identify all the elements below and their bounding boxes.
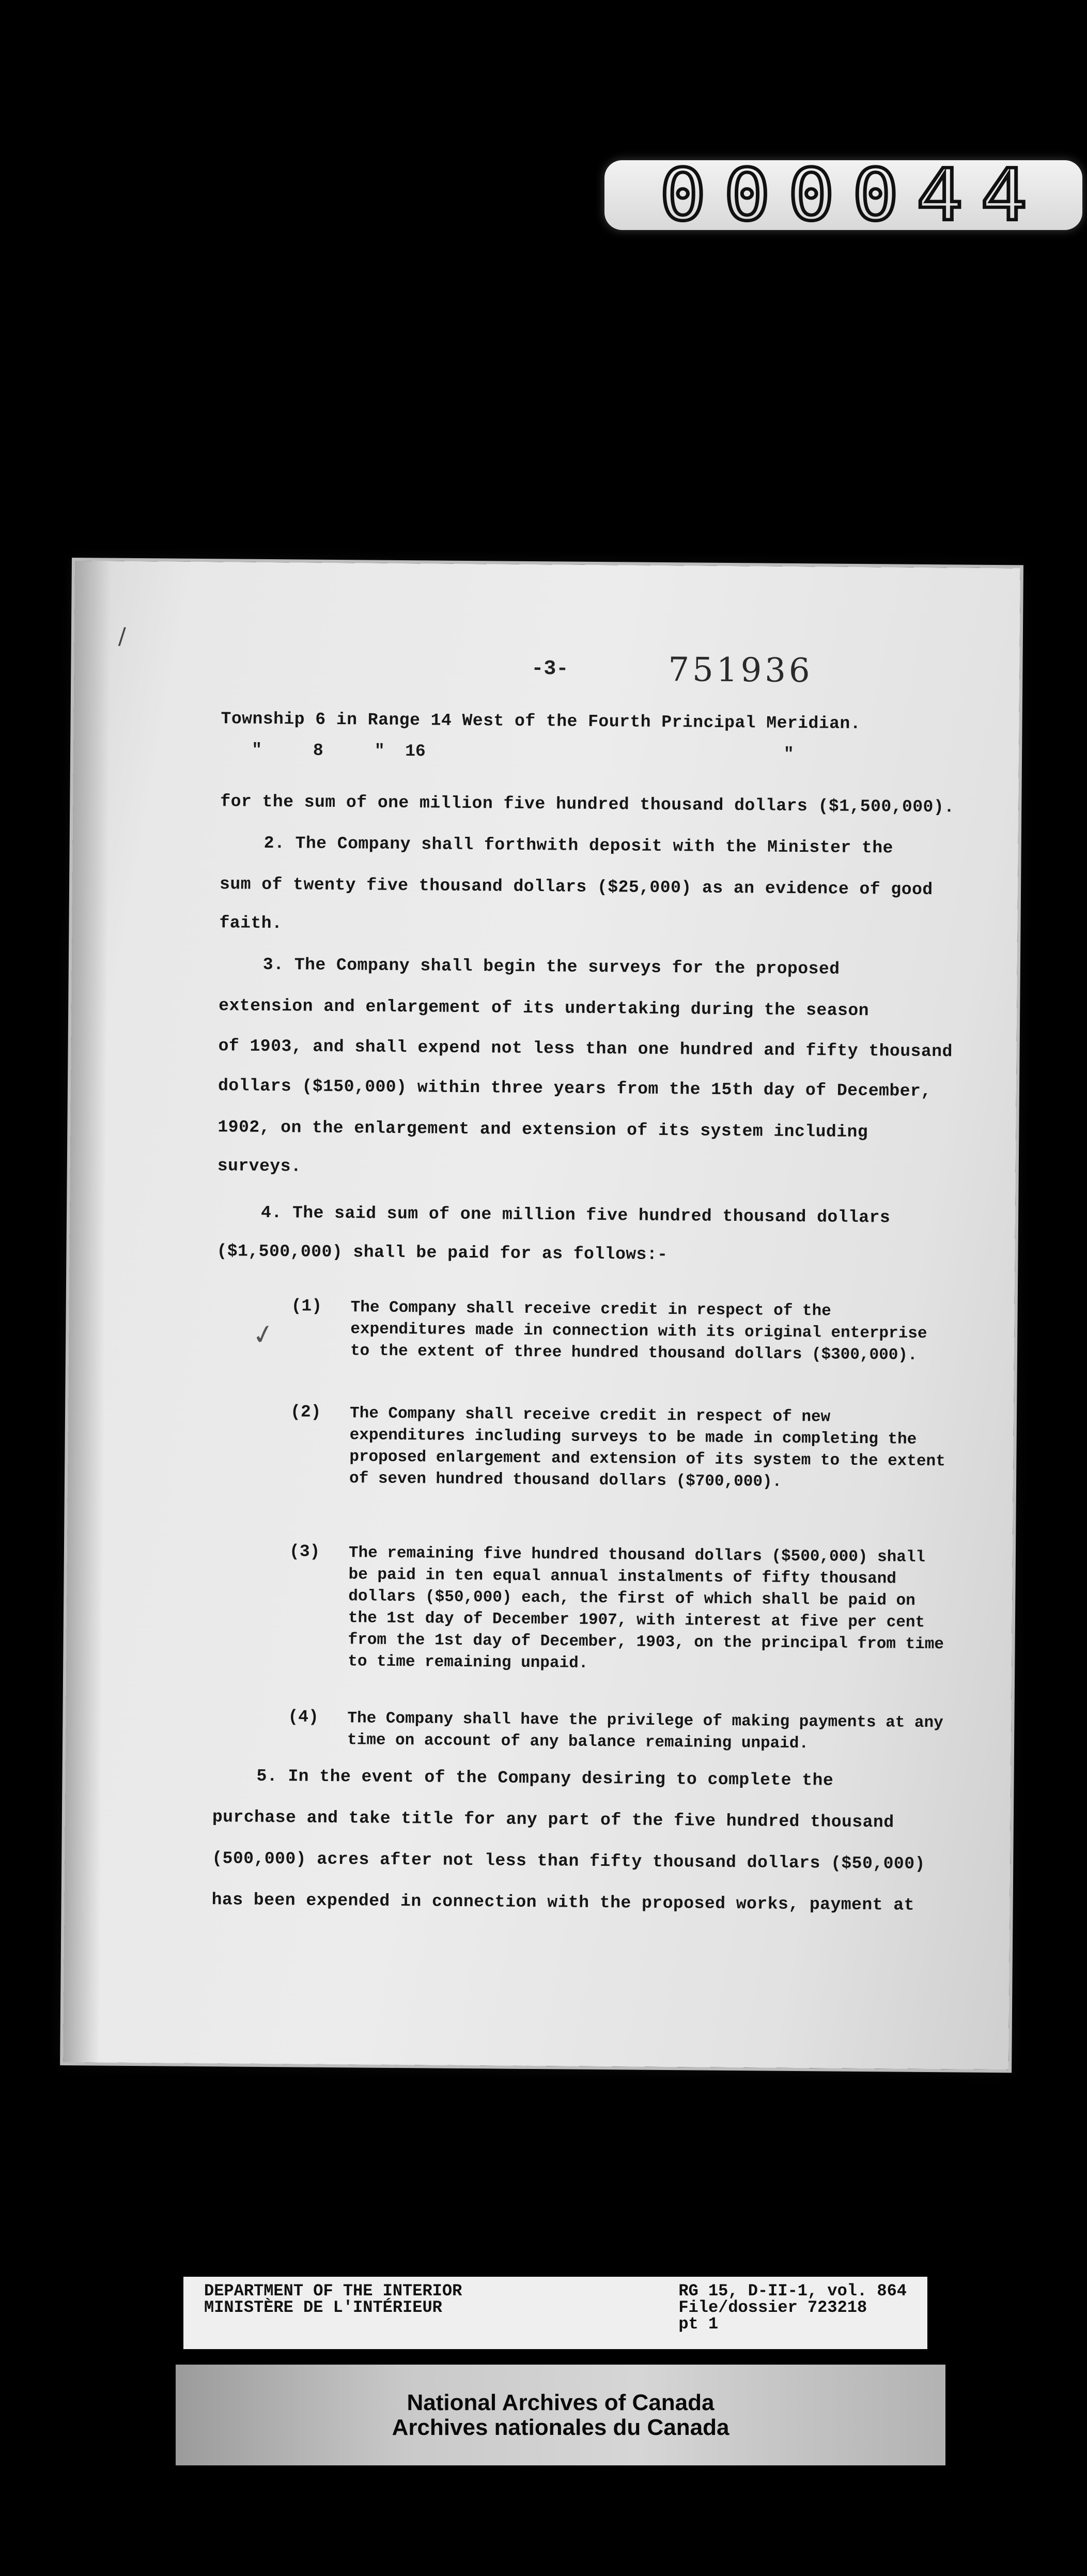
archive-label <box>176 2365 945 2465</box>
clause-number: (1) <box>291 1296 322 1316</box>
ditto-line: " 8 " 16 " <box>251 740 794 764</box>
department-line-en: DEPARTMENT OF THE INTERIOR <box>204 2281 462 2301</box>
document-page <box>63 561 1020 2069</box>
archive-name-fr: Archives nationales du Canada <box>392 2414 729 2440</box>
department-line-fr: MINISTÈRE DE L'INTÉRIEUR <box>204 2298 442 2317</box>
archival-reference <box>678 2283 907 2343</box>
record-group: RG 15, D-II-1, vol. 864 <box>678 2281 907 2301</box>
document-line: faith. <box>219 913 283 933</box>
checkmark-icon: ✓ <box>249 1317 278 1353</box>
clause-number: (2) <box>290 1402 321 1422</box>
clause-number: (3) <box>289 1542 320 1561</box>
clause-text: The Company shall have the privilege of making payments at any time on account of any balance remaining unpaid. <box>347 1709 943 1753</box>
document-line: dollars ($150,000) within three years from the 15th day of December, <box>218 1076 931 1101</box>
clause-text: The remaining five hundred thousand dollars ($500,000) shall be paid in ten equal annual instalments of fifty thousand dollars ($50,000) each, the first of which shall be paid on the 1st day of December 1907, with interest at five per cent from the 1st day of December, 1903, on the principal from time to time remaining unpaid. <box>348 1544 944 1673</box>
page-fold-shadow <box>63 561 111 2062</box>
document-line: sum of twenty five thousand dollars ($25,000) as an evidence of good <box>219 875 933 900</box>
file-number: File/dossier 723218 <box>678 2298 867 2317</box>
document-line: of 1903, and shall expend not less than one hundred and fifty thousand <box>218 1036 953 1062</box>
clause-number: (4) <box>288 1707 319 1727</box>
document-line: for the sum of one million five hundred thousand dollars ($1,500,000). <box>220 792 955 817</box>
document-line: 4. The said sum of one million five hundred thousand dollars <box>260 1203 891 1228</box>
document-line: 2. The Company shall forthwith deposit with the Minister the <box>263 833 894 858</box>
document-line: ($1,500,000) shall be paid for as follows:- <box>216 1241 668 1265</box>
frame-number-label <box>604 154 1082 237</box>
document-line: (500,000) acres after not less than fifty thousand dollars ($50,000) <box>212 1849 926 1874</box>
file-part: pt 1 <box>678 2314 719 2334</box>
document-line: purchase and take title for any part of the five hundred thousand <box>212 1807 894 1832</box>
document-line: has been expended in connection with the proposed works, payment at <box>211 1890 915 1915</box>
document-line: surveys. <box>217 1156 302 1176</box>
margin-pencil-mark: / <box>118 623 126 650</box>
document-line: extension and enlargement of its undertaking during the season <box>219 996 869 1021</box>
department-name <box>204 2283 462 2343</box>
document-line: 3. The Company shall begin the surveys for the proposed <box>262 955 840 979</box>
document-line: 5. In the event of the Company desiring to complete the <box>256 1766 834 1790</box>
frame-number: 000044 <box>659 154 1045 237</box>
document-line: Township 6 in Range 14 West of the Fourth Principal Meridian. <box>221 709 861 733</box>
clause-text: The Company shall receive credit in respect of new expenditures including surveys to be made in completing the proposed enlargement and extension of its system to the extent of seven hundred thousand dollars ($700,000). <box>349 1404 945 1491</box>
archive-name-en: National Archives of Canada <box>407 2389 715 2415</box>
page-number: -3- <box>531 657 569 681</box>
stamped-file-number: 751936 <box>668 651 813 691</box>
clause-text: The Company shall receive credit in respect of the expenditures made in connection with its original enterprise to the extent of three hundred thousand dollars ($300,000). <box>350 1298 927 1364</box>
document-line: 1902, on the enlargement and extension of its system including <box>218 1117 868 1142</box>
department-reference-label <box>183 2277 927 2349</box>
